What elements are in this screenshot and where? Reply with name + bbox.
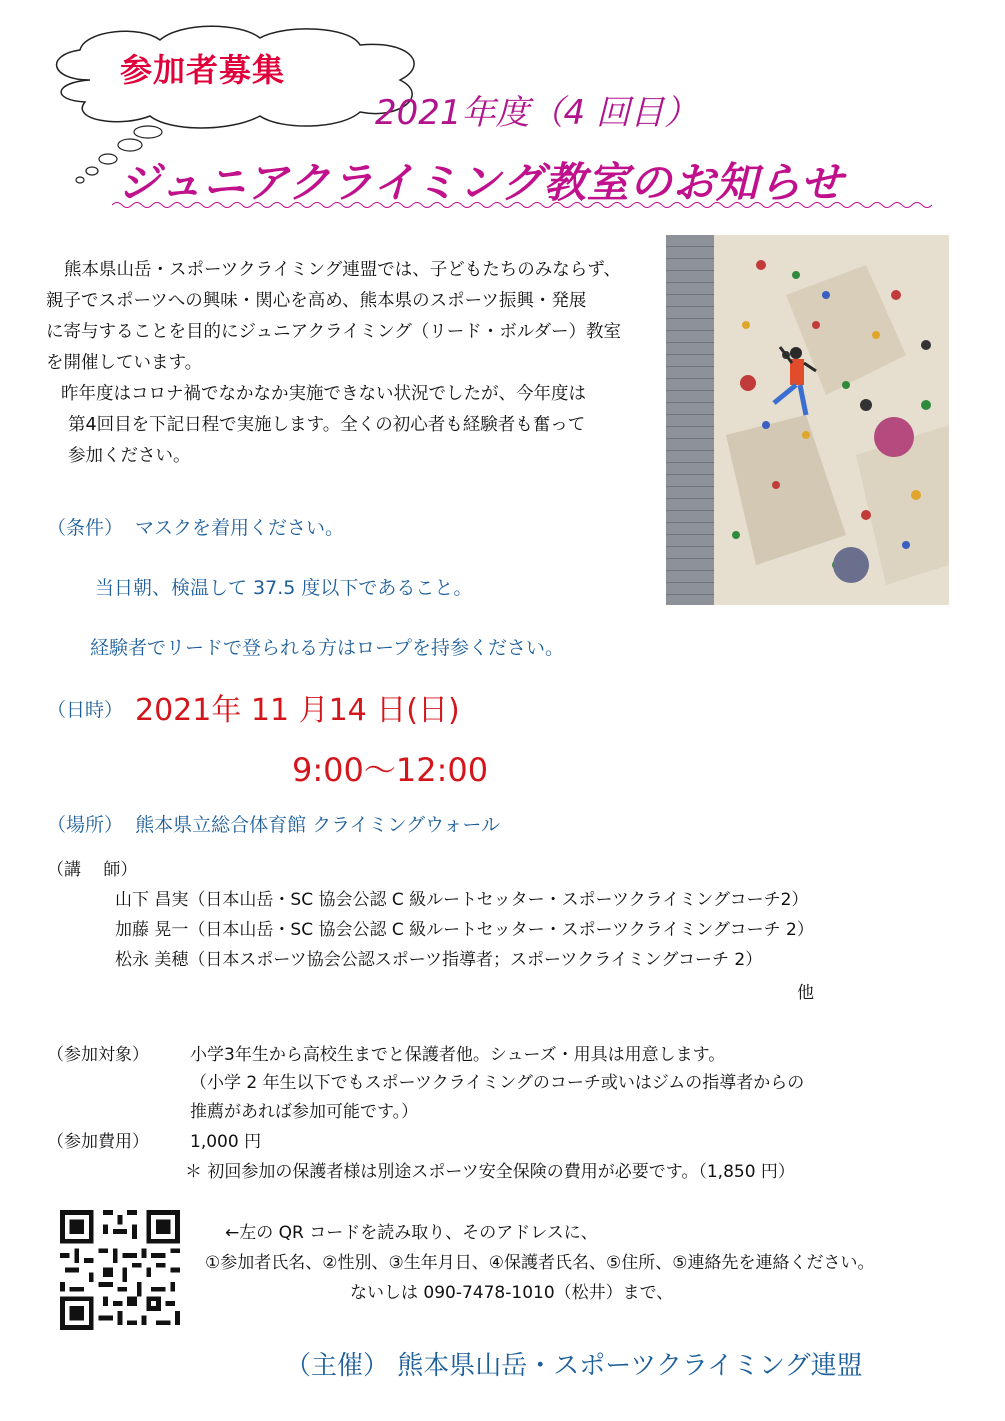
qr-code[interactable] xyxy=(60,1210,180,1330)
intro-line: に寄与することを目的にジュニアクライミング（リード・ボルダー）教室 xyxy=(46,322,622,342)
wavy-underline xyxy=(112,200,932,210)
place-label-text: （場所） xyxy=(47,814,124,836)
apply-line: ①参加者氏名、②性別、③生年月日、④保護者氏名、⑤住所、⑤連絡先を連絡ください。 xyxy=(205,1253,875,1273)
intro-line: 熊本県山岳・スポーツクライミング連盟では、子どもたちのみならず、 xyxy=(64,260,621,280)
fee-value: 1,000 円 xyxy=(190,1132,262,1152)
target-line: 推薦があれば参加可能です。） xyxy=(190,1102,419,1122)
place-value: 熊本県立総合体育館 クライミングウォール xyxy=(135,814,501,836)
date-label: （日時） xyxy=(47,699,124,721)
condition-rope: 経験者でリードで登られる方はロープを持参ください。 xyxy=(90,637,565,659)
instructors-label: （講 師） xyxy=(47,860,138,880)
condition-mask: マスクを着用ください。 xyxy=(135,517,345,539)
instructor-item: 山下 昌実（日本山岳・SC 協会公認 C 級ルートセッター・スポーツクライミングコーチ2） xyxy=(115,890,809,910)
event-date: 2021年 11 月14 日(日) xyxy=(135,693,460,728)
intro-line: 参加ください。 xyxy=(68,446,191,466)
intro-line: 親子でスポーツへの興味・関心を高め、熊本県のスポーツ振興・発展 xyxy=(46,291,587,311)
intro-text xyxy=(46,255,656,472)
instructor-item: 松永 美穂（日本スポーツ協会公認スポーツ指導者；スポーツクライミングコーチ 2） xyxy=(115,950,763,970)
place-label xyxy=(47,810,500,837)
event-time: 9:00～12:00 xyxy=(292,751,489,789)
climbing-wall-photo xyxy=(666,235,949,605)
target-line: （小学 2 年生以下でもスポーツクライミングのコーチ或いはジムの指導者からの xyxy=(190,1073,805,1093)
instructors-other: 他 xyxy=(797,983,814,1003)
fee-note: ＊ 初回参加の保護者様は別途スポーツ安全保険の費用が必要です。（1,850 円） xyxy=(185,1162,795,1182)
intro-line: 昨年度はコロナ禍でなかなか実施できない状況でしたが、今年度は xyxy=(61,384,586,404)
fee-label: （参加費用） xyxy=(47,1132,149,1152)
intro-line: を開催しています。 xyxy=(46,353,203,373)
host-organizer: （主催） 熊本県山岳・スポーツクライミング連盟 xyxy=(285,1351,863,1381)
instructor-item: 加藤 晃一（日本山岳・SC 協会公認 C 級ルートセッター・スポーツクライミングコーチ 2） xyxy=(115,920,814,940)
target-line: 小学3年生から高校生までと保護者他。シューズ・用具は用意します。 xyxy=(190,1045,726,1065)
apply-line: ←左の QR コードを読み取り、そのアドレスに、 xyxy=(225,1223,598,1243)
apply-phone: ないしは 090-7478-1010（松井）まで、 xyxy=(350,1283,674,1303)
condition-temperature: 当日朝、検温して 37.5 度以下であること。 xyxy=(95,577,473,599)
intro-line: 第4回目を下記日程で実施します。全くの初心者も経験者も奮って xyxy=(68,415,586,435)
conditions-label: （条件） xyxy=(47,517,124,539)
page-title: ジュニアクライミング教室のお知らせ xyxy=(118,158,844,207)
recruit-heading: 参加者募集 xyxy=(120,51,286,89)
year-heading: 2021年度（4 回目） xyxy=(375,93,698,133)
target-label: （参加対象） xyxy=(47,1045,149,1065)
